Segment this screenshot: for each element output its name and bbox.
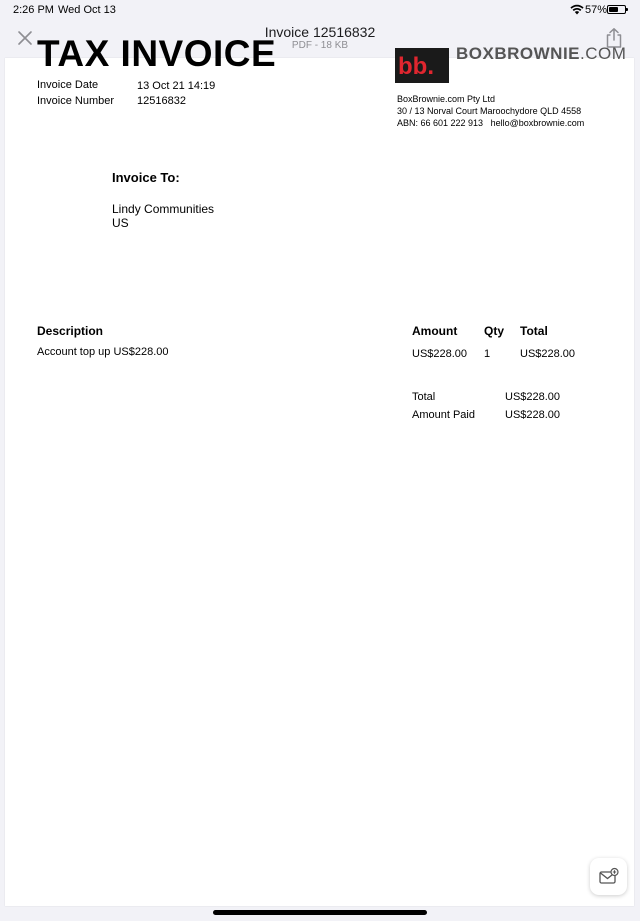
markup-button[interactable] [590, 858, 627, 895]
column-total: Total [520, 324, 548, 338]
battery-nub [626, 8, 628, 11]
status-date: Wed Oct 13 [58, 4, 116, 16]
summary-paid-label: Amount Paid [412, 409, 475, 421]
column-qty: Qty [484, 324, 505, 338]
battery-fill [609, 7, 618, 12]
company-abn-email: ABN: 66 601 222 913 hello@boxbrownie.com [397, 118, 585, 128]
row-amount: US$228.00 [412, 348, 468, 360]
client-country: US [112, 216, 129, 230]
invoice-to-heading: Invoice To: [112, 170, 180, 185]
logo-mark-text: bb. [398, 53, 434, 80]
invoice-date-value: 13 Oct 21 14:19 [137, 80, 216, 92]
logo-name: BOXBROWNIE [456, 44, 580, 63]
invoice-heading: TAX INVOICE [37, 33, 277, 74]
markup-envelope-icon [599, 868, 619, 886]
company-address: 30 / 13 Norval Court Maroochydore QLD 4558 [397, 106, 582, 116]
row-description: Account top up US$228.00 [37, 346, 169, 358]
logo-hexagon-icon [395, 48, 449, 83]
summary-total-value: US$228.00 [505, 391, 561, 403]
wifi-icon [570, 4, 584, 15]
document-title: Invoice 12516832 [264, 24, 376, 40]
row-total: US$228.00 [520, 348, 576, 360]
logo-wordmark [456, 44, 626, 64]
company-name: BoxBrownie.com Pty Ltd [397, 94, 496, 104]
home-indicator[interactable] [213, 910, 427, 915]
status-time: 2:26 PM [13, 4, 54, 16]
summary-paid-value: US$228.00 [505, 409, 561, 421]
summary-total-label: Total [412, 391, 436, 403]
invoice-date-label: Invoice Date [37, 79, 99, 91]
column-description: Description [37, 324, 104, 338]
logo-mark [395, 48, 449, 83]
document-subtitle: PDF - 18 KB [291, 40, 349, 51]
row-qty: 1 [484, 348, 491, 360]
invoice-number-value: 12516832 [137, 95, 186, 107]
battery-icon [607, 5, 626, 14]
client-name: Lindy Communities [112, 202, 215, 216]
logo-suffix: .COM [580, 44, 627, 63]
invoice-number-label: Invoice Number [37, 95, 115, 107]
battery-percent: 57% [585, 4, 608, 16]
column-amount: Amount [412, 324, 458, 338]
status-bar [0, 0, 640, 20]
